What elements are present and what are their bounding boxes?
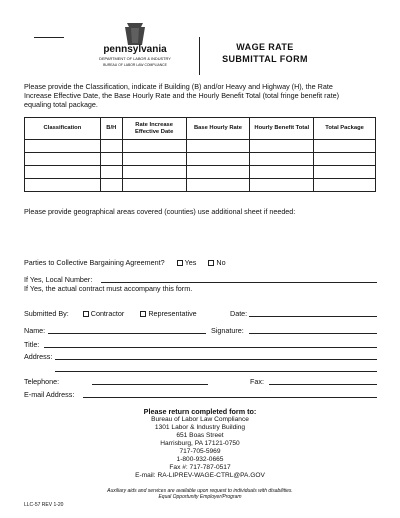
instructions-line2: Increase Effective Date, the Base Hourly Rate and the Hourly Benefit Total (total fringe benefit rate) bbox=[24, 91, 339, 100]
title-field[interactable] bbox=[44, 347, 377, 348]
table-cell[interactable] bbox=[314, 166, 376, 179]
header-divider bbox=[199, 37, 200, 75]
date-field[interactable] bbox=[249, 316, 377, 317]
table-row bbox=[25, 153, 376, 166]
aux-aids-note: Auxiliary aids and services are available upon request to individuals with disabilities. bbox=[107, 488, 293, 494]
submitted-by-label: Submitted By: bbox=[24, 309, 69, 318]
table-cell[interactable] bbox=[100, 179, 122, 192]
table-cell[interactable] bbox=[186, 140, 250, 153]
cba-question bbox=[24, 258, 226, 267]
col-base-hourly-rate: Base Hourly Rate bbox=[186, 118, 250, 140]
table-header-row bbox=[25, 118, 376, 140]
representative-label: Representative bbox=[148, 309, 197, 318]
table-cell[interactable] bbox=[314, 153, 376, 166]
instructions-line3: equaling total package. bbox=[24, 100, 98, 109]
telephone-field[interactable] bbox=[92, 384, 208, 385]
name-label: Name: bbox=[24, 326, 46, 335]
local-number-field[interactable] bbox=[101, 282, 377, 283]
signature-field[interactable] bbox=[249, 333, 377, 334]
brand-name: pennsylvania bbox=[103, 44, 167, 55]
title-label: Title: bbox=[24, 340, 40, 349]
top-rule bbox=[34, 37, 64, 38]
table-cell[interactable] bbox=[100, 166, 122, 179]
table-cell[interactable] bbox=[122, 166, 186, 179]
keystone-icon bbox=[125, 23, 145, 45]
table-cell[interactable] bbox=[25, 153, 101, 166]
fax-label: Fax: bbox=[250, 377, 264, 386]
form-title-line1: WAGE RATE bbox=[236, 42, 294, 52]
col-rate-increase-date: Rate Increase Effective Date bbox=[122, 118, 186, 140]
table-row bbox=[25, 179, 376, 192]
table-cell[interactable] bbox=[314, 140, 376, 153]
cba-yes-checkbox[interactable] bbox=[177, 260, 183, 266]
table-cell[interactable] bbox=[122, 140, 186, 153]
dept-line: DEPARTMENT OF LABOR & INDUSTRY bbox=[99, 56, 171, 61]
col-classification: Classification bbox=[25, 118, 101, 140]
table-cell[interactable] bbox=[250, 140, 314, 153]
table-cell[interactable] bbox=[314, 179, 376, 192]
address-field-line2[interactable] bbox=[55, 371, 377, 372]
table-row bbox=[25, 140, 376, 153]
return-line-city: Harrisburg, PA 17121-0750 bbox=[160, 440, 240, 448]
contractor-label: Contractor bbox=[90, 309, 125, 318]
table-cell[interactable] bbox=[100, 140, 122, 153]
table-cell[interactable] bbox=[186, 179, 250, 192]
return-heading: Please return completed form to: bbox=[143, 407, 257, 416]
table-cell[interactable] bbox=[122, 153, 186, 166]
col-hourly-benefit-total: Hourly Benefit Total bbox=[250, 118, 314, 140]
eeo-note: Equal Opportunity Employer/Program bbox=[158, 494, 242, 500]
return-line-tollfree: 1-800-932-0665 bbox=[176, 455, 224, 463]
table-cell[interactable] bbox=[25, 140, 101, 153]
contract-note: If Yes, the actual contract must accompany this form. bbox=[24, 284, 193, 293]
cba-question-label: Parties to Collective Bargaining Agreement? bbox=[24, 258, 165, 267]
cba-yes-label: Yes bbox=[184, 258, 197, 267]
table-cell[interactable] bbox=[25, 166, 101, 179]
table-cell[interactable] bbox=[250, 153, 314, 166]
pennsylvania-logo bbox=[100, 23, 170, 69]
return-line-phone: 717-705-5969 bbox=[179, 448, 221, 456]
address-label: Address: bbox=[24, 352, 53, 361]
return-line-street: 651 Boas Street bbox=[176, 432, 224, 440]
return-line-building: 1301 Labor & Industry Building bbox=[154, 424, 246, 432]
telephone-label: Telephone: bbox=[24, 377, 60, 386]
cba-no-label: No bbox=[216, 258, 226, 267]
name-field[interactable] bbox=[48, 333, 206, 334]
col-total-package: Total Package bbox=[314, 118, 376, 140]
bureau-line: BUREAU OF LABOR LAW COMPLIANCE bbox=[103, 63, 167, 67]
form-id: LLC-57 REV 1-20 bbox=[24, 502, 64, 508]
return-line-email: E-mail: RA-LIPREV-WAGE-CTRL@PA.GOV bbox=[135, 471, 265, 479]
instructions-line1: Please provide the Classification, indicate if Building (B) and/or Heavy and Highway (H), the Rate bbox=[24, 82, 333, 91]
representative-checkbox[interactable] bbox=[140, 311, 146, 317]
form-title-line2: SUBMITTAL FORM bbox=[222, 54, 308, 64]
table-cell[interactable] bbox=[100, 153, 122, 166]
cba-no-checkbox[interactable] bbox=[208, 260, 214, 266]
submitted-by-row bbox=[24, 309, 197, 318]
geo-areas-prompt: Please provide geographical areas covered (counties) use additional sheet if needed: bbox=[24, 207, 296, 216]
local-number-label: If Yes, Local Number: bbox=[24, 275, 93, 284]
table-row bbox=[25, 166, 376, 179]
col-bh: B/H bbox=[100, 118, 122, 140]
table-cell[interactable] bbox=[250, 179, 314, 192]
return-address-block bbox=[100, 408, 300, 480]
address-field[interactable] bbox=[55, 359, 377, 360]
fax-field[interactable] bbox=[269, 384, 377, 385]
contractor-checkbox[interactable] bbox=[83, 311, 89, 317]
table-cell[interactable] bbox=[122, 179, 186, 192]
email-label: E-mail Address: bbox=[24, 390, 75, 399]
wage-rate-table bbox=[24, 117, 376, 192]
date-label: Date: bbox=[230, 309, 248, 318]
signature-label: Signature: bbox=[211, 326, 244, 335]
table-cell[interactable] bbox=[186, 153, 250, 166]
table-cell[interactable] bbox=[250, 166, 314, 179]
return-line-fax: Fax #: 717-787-0517 bbox=[169, 463, 231, 471]
email-field[interactable] bbox=[83, 397, 377, 398]
return-line-bureau: Bureau of Labor Law Compliance bbox=[151, 416, 249, 424]
table-cell[interactable] bbox=[186, 166, 250, 179]
table-cell[interactable] bbox=[25, 179, 101, 192]
